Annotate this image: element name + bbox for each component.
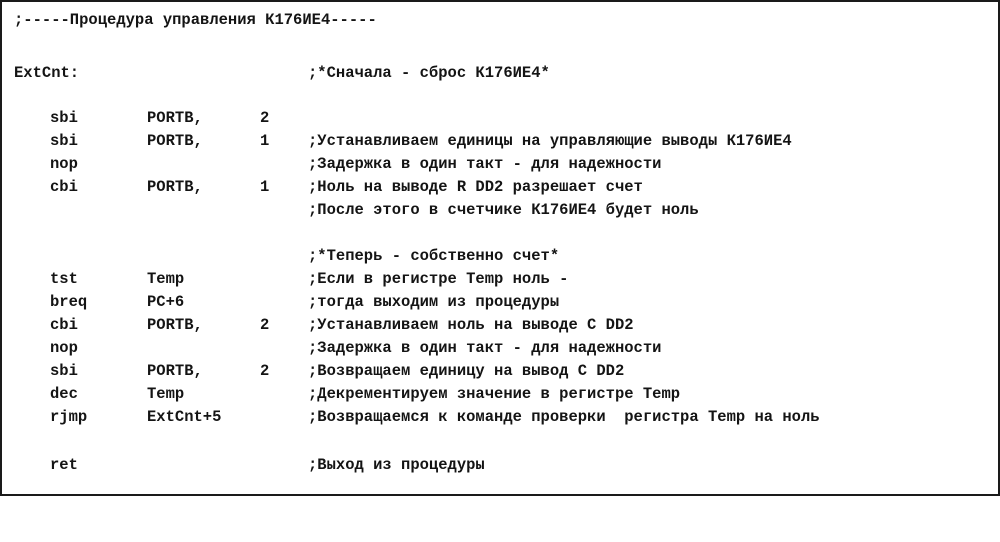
code-line [2, 314, 634, 336]
code-line [2, 153, 662, 175]
listing-header [2, 9, 377, 31]
code-line [2, 62, 550, 84]
line-operand-1: PORTB, [147, 316, 203, 334]
line-comment: ;Устанавливаем ноль на выводе С DD2 [308, 316, 634, 334]
line-comment: ;Возвращаемся к команде проверки регистра Temp на ноль [308, 408, 820, 426]
line-comment: ;тогда выходим из процедуры [308, 293, 560, 311]
line-comment: ;Задержка в один такт - для надежности [308, 155, 662, 173]
code-line [2, 360, 625, 382]
line-mnemonic: nop [50, 339, 78, 357]
line-comment: ;Выход из процедуры [308, 456, 485, 474]
code-line [2, 130, 792, 152]
line-comment: ;После этого в счетчике К176ИЕ4 будет ноль [308, 201, 699, 219]
line-mnemonic: breq [50, 293, 88, 311]
line-mnemonic: dec [50, 385, 78, 403]
header-comment: ;-----Процедура управления К176ИЕ4----- [14, 11, 377, 29]
line-operand-2: 1 [260, 132, 270, 150]
line-comment: ;Устанавливаем единицы на управляющие выводы К176ИЕ4 [308, 132, 792, 150]
code-line [2, 291, 560, 313]
line-mnemonic: rjmp [50, 408, 88, 426]
line-mnemonic: nop [50, 155, 78, 173]
line-comment: ;Если в регистре Temp ноль - [308, 270, 569, 288]
line-mnemonic: tst [50, 270, 78, 288]
line-operand-1: PORTB, [147, 132, 203, 150]
line-operand-1: Temp [147, 270, 185, 288]
code-line [2, 454, 485, 476]
line-operand-1: PORTB, [147, 362, 203, 380]
code-line [2, 268, 569, 290]
line-mnemonic: sbi [50, 362, 78, 380]
line-operand-1: PORTB, [147, 109, 203, 127]
code-line [2, 337, 662, 359]
line-operand-1: PORTB, [147, 178, 203, 196]
line-comment: ;Возвращаем единицу на вывод С DD2 [308, 362, 625, 380]
line-comment: ;*Теперь - собственно счет* [308, 247, 560, 265]
line-mnemonic: cbi [50, 178, 78, 196]
line-comment: ;Декрементируем значение в регистре Temp [308, 385, 681, 403]
line-operand-1: PC+6 [147, 293, 185, 311]
line-comment: ;Задержка в один такт - для надежности [308, 339, 662, 357]
code-line [2, 406, 820, 428]
code-line [2, 199, 699, 221]
line-operand-1: ExtCnt+5 [147, 408, 222, 426]
line-mnemonic: ret [50, 456, 78, 474]
line-operand-2: 2 [260, 362, 270, 380]
code-line [2, 383, 681, 405]
line-operand-2: 2 [260, 316, 270, 334]
line-mnemonic: cbi [50, 316, 78, 334]
line-mnemonic: sbi [50, 109, 78, 127]
line-comment: ;Ноль на выводе R DD2 разрешает счет [308, 178, 643, 196]
code-line [2, 245, 560, 267]
line-operand-2: 1 [260, 178, 270, 196]
code-line [2, 107, 270, 129]
line-label: ExtCnt: [14, 64, 80, 82]
line-operand-2: 2 [260, 109, 270, 127]
code-line [2, 176, 643, 198]
line-comment: ;*Сначала - сброс К176ИЕ4* [308, 64, 550, 82]
line-mnemonic: sbi [50, 132, 78, 150]
line-operand-1: Temp [147, 385, 185, 403]
